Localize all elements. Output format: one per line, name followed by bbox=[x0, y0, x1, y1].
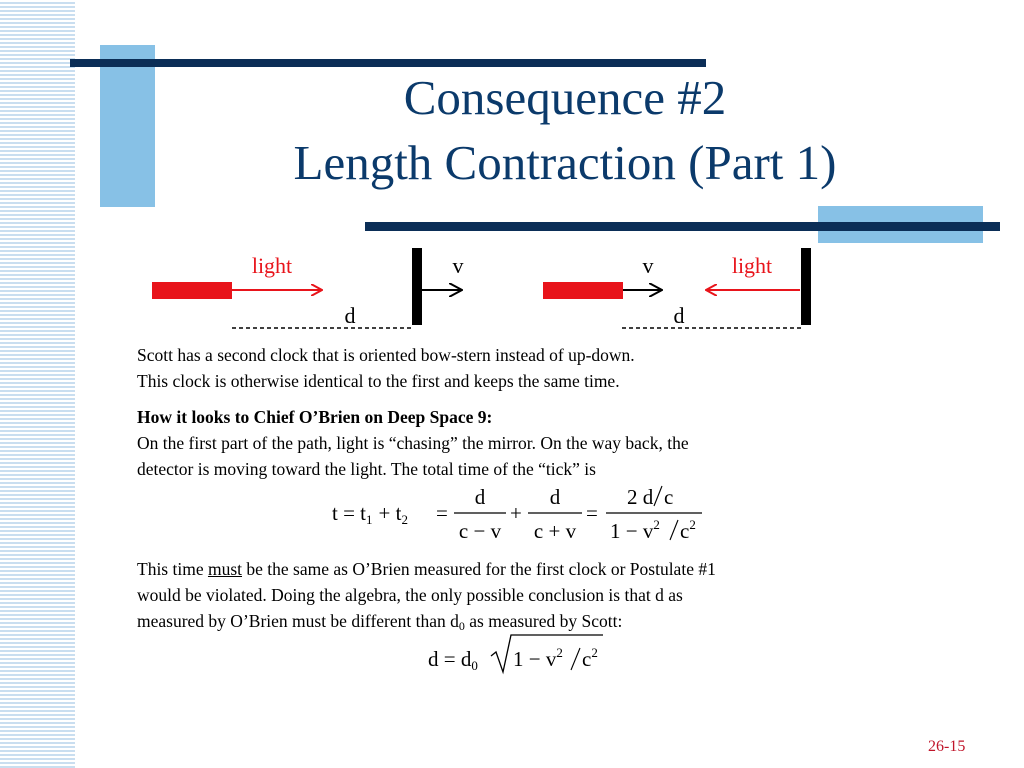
paragraph-conclusion-line3-post: as measured by Scott: bbox=[464, 611, 623, 631]
eq-equals2: = bbox=[586, 501, 598, 525]
decorative-stripe bbox=[0, 0, 75, 768]
paragraph-conclusion-line3-pre: measured by O’Brien must be different than d bbox=[137, 611, 459, 631]
title-rule-top bbox=[70, 59, 706, 67]
eq-plus: + t bbox=[378, 501, 402, 525]
light-label-left: light bbox=[251, 253, 293, 278]
velocity-label-right: v bbox=[642, 253, 654, 278]
slide-title-line2: Length Contraction (Part 1) bbox=[293, 135, 837, 190]
eq-frac2-den: c + v bbox=[533, 519, 577, 543]
svg-text:t = t1+ t2 bbox=[332, 501, 408, 527]
paragraph-conclusion-line1-pre: This time bbox=[137, 559, 208, 579]
eq-length-slash bbox=[571, 648, 580, 670]
distance-label-right: d bbox=[673, 303, 685, 328]
svg-text:c2 bbox=[680, 517, 696, 543]
eq-sub2: 2 bbox=[401, 512, 408, 527]
emphasis-must: must bbox=[207, 559, 243, 579]
svg-text:1 − v2 bbox=[513, 645, 563, 671]
title-rule-bottom bbox=[365, 222, 1000, 231]
slide-title-line1: Consequence #2 bbox=[403, 70, 727, 125]
svg-text:d = d0 bbox=[428, 647, 478, 673]
time-equation bbox=[330, 482, 710, 544]
eq-sub1: 1 bbox=[366, 512, 373, 527]
light-label-right: light bbox=[731, 253, 773, 278]
eq-lhs: t = t bbox=[332, 501, 367, 525]
eq-plus2: + bbox=[510, 501, 522, 525]
paragraph-intro bbox=[137, 342, 937, 394]
svg-text:c2 bbox=[582, 645, 598, 671]
eq-length-sub0: 0 bbox=[471, 658, 478, 673]
eq-frac1-num: d bbox=[474, 485, 486, 509]
eq-length-lhs: d = d bbox=[428, 647, 472, 671]
paragraph-conclusion-line1-post: be the same as O’Brien measured for the first clock or Postulate #1 bbox=[242, 559, 716, 579]
eq-frac3-num: 2 d bbox=[627, 485, 654, 509]
light-source-right bbox=[543, 282, 623, 299]
paragraph-conclusion bbox=[137, 556, 937, 639]
length-equation bbox=[425, 632, 615, 678]
paragraph-obrien-line1: On the first part of the path, light is “chasing” the mirror. On the way back, the bbox=[137, 433, 689, 453]
mirror-right bbox=[801, 248, 811, 325]
paragraph-conclusion-line1 bbox=[137, 556, 937, 582]
decorative-blue-block-top bbox=[100, 45, 155, 207]
eq-length-exp1: 2 bbox=[556, 645, 563, 660]
page-number: 26-15 bbox=[928, 738, 966, 755]
eq-frac3-den-slash bbox=[670, 520, 678, 540]
eq-length-rad-a: 1 − v bbox=[513, 647, 557, 671]
velocity-label-left: v bbox=[452, 253, 464, 278]
eq-frac3-num-den: c bbox=[664, 485, 674, 509]
mirror-left bbox=[412, 248, 422, 325]
paragraph-obrien-line2: detector is moving toward the light. The total time of the “tick” is bbox=[137, 459, 596, 479]
paragraph-obrien bbox=[137, 404, 937, 482]
paragraph-intro-line2: This clock is otherwise identical to the first and keeps the same time. bbox=[137, 371, 620, 391]
eq-length-rad-b: c bbox=[582, 647, 592, 671]
eq-frac2-num: d bbox=[549, 485, 561, 509]
distance-label-left: d bbox=[344, 303, 356, 328]
subscript-zero: 0 bbox=[458, 619, 465, 633]
eq-frac1-den: c − v bbox=[458, 519, 502, 543]
eq-equals1: = bbox=[436, 501, 448, 525]
eq-frac3-den-exp: 2 bbox=[653, 517, 660, 532]
paragraph-conclusion-line2: would be violated. Doing the algebra, the only possible conclusion is that d as bbox=[137, 585, 683, 605]
eq-length-exp2: 2 bbox=[591, 645, 598, 660]
eq-frac3-den-b: c bbox=[680, 519, 690, 543]
svg-text:1 − v2 bbox=[610, 517, 660, 543]
section-heading: How it looks to Chief O’Brien on Deep Space 9: bbox=[137, 407, 493, 427]
paragraph-intro-line1: Scott has a second clock that is oriented bow-stern instead of up-down. bbox=[137, 345, 635, 365]
eq-frac3-den-exp2: 2 bbox=[689, 517, 696, 532]
light-clock-diagram bbox=[0, 240, 1024, 340]
eq-frac3-den-a: 1 − v bbox=[610, 519, 654, 543]
light-source-left bbox=[152, 282, 232, 299]
eq-frac3-num-slash bbox=[654, 486, 662, 506]
